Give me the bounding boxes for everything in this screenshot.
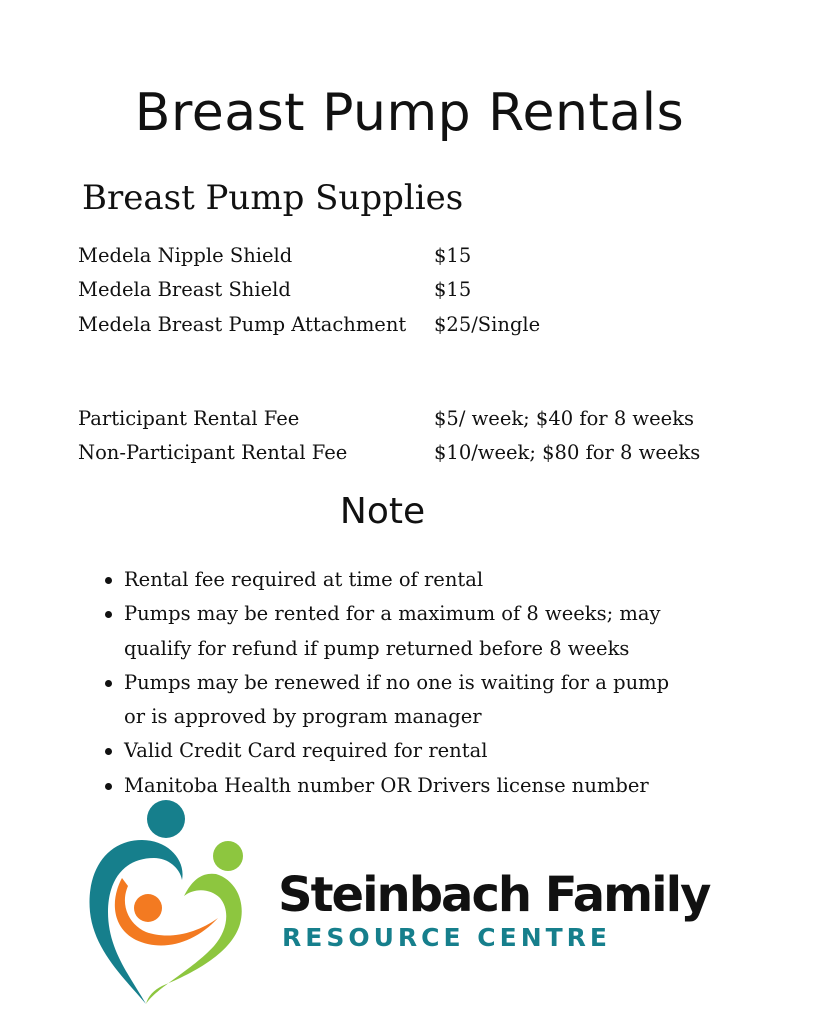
note-item bbox=[124, 734, 694, 768]
note-item bbox=[124, 769, 694, 803]
supply-row bbox=[78, 308, 738, 342]
logo-green-head bbox=[213, 841, 243, 871]
supply-item-name: Medela Nipple Shield bbox=[78, 244, 293, 267]
page-title: Breast Pump Rentals bbox=[134, 83, 685, 143]
organization-name: Steinbach Family bbox=[278, 867, 710, 923]
supply-row bbox=[78, 239, 738, 273]
note-item bbox=[124, 597, 694, 666]
note-heading: Note bbox=[339, 491, 426, 532]
supply-item-price: $15 bbox=[434, 278, 472, 301]
note-item-text: Valid Credit Card required for rental bbox=[124, 739, 488, 763]
logo-teal-body bbox=[89, 840, 182, 1004]
logo-orange-head bbox=[134, 894, 162, 922]
bullet-icon bbox=[105, 783, 112, 790]
fee-price: $10/week; $80 for 8 weeks bbox=[434, 441, 701, 464]
supplies-heading: Breast Pump Supplies bbox=[82, 178, 464, 218]
bullet-icon bbox=[105, 577, 112, 584]
fee-name: Participant Rental Fee bbox=[78, 407, 300, 430]
fee-name: Non-Participant Rental Fee bbox=[78, 441, 348, 464]
bullet-icon bbox=[105, 611, 112, 618]
family-logo-icon bbox=[84, 800, 254, 1010]
supply-item-name: Medela Breast Shield bbox=[78, 278, 291, 301]
fee-row bbox=[78, 402, 738, 436]
note-item bbox=[124, 666, 694, 735]
bullet-icon bbox=[105, 680, 112, 687]
note-item-text: Pumps may be renewed if no one is waiting for a pump or is approved by program manager bbox=[124, 670, 670, 729]
supply-item-price: $15 bbox=[434, 244, 472, 267]
note-item-text: Rental fee required at time of rental bbox=[124, 568, 484, 591]
fee-price: $5/ week; $40 for 8 weeks bbox=[434, 407, 695, 430]
note-item bbox=[124, 563, 694, 597]
note-item-text: Pumps may be rented for a maximum of 8 weeks; may qualify for refund if pump returned before 8 weeks bbox=[124, 602, 661, 660]
organization-subtitle: RESOURCE CENTRE bbox=[282, 923, 611, 952]
supply-item-name: Medela Breast Pump Attachment bbox=[78, 313, 407, 336]
note-item-text: Manitoba Health number OR Drivers license number bbox=[124, 773, 649, 797]
note-list bbox=[124, 563, 694, 803]
supply-item-price: $25/Single bbox=[434, 313, 541, 336]
fee-row bbox=[78, 436, 738, 470]
supply-row bbox=[78, 273, 738, 307]
bullet-icon bbox=[105, 748, 112, 755]
logo-teal-head bbox=[147, 800, 185, 838]
